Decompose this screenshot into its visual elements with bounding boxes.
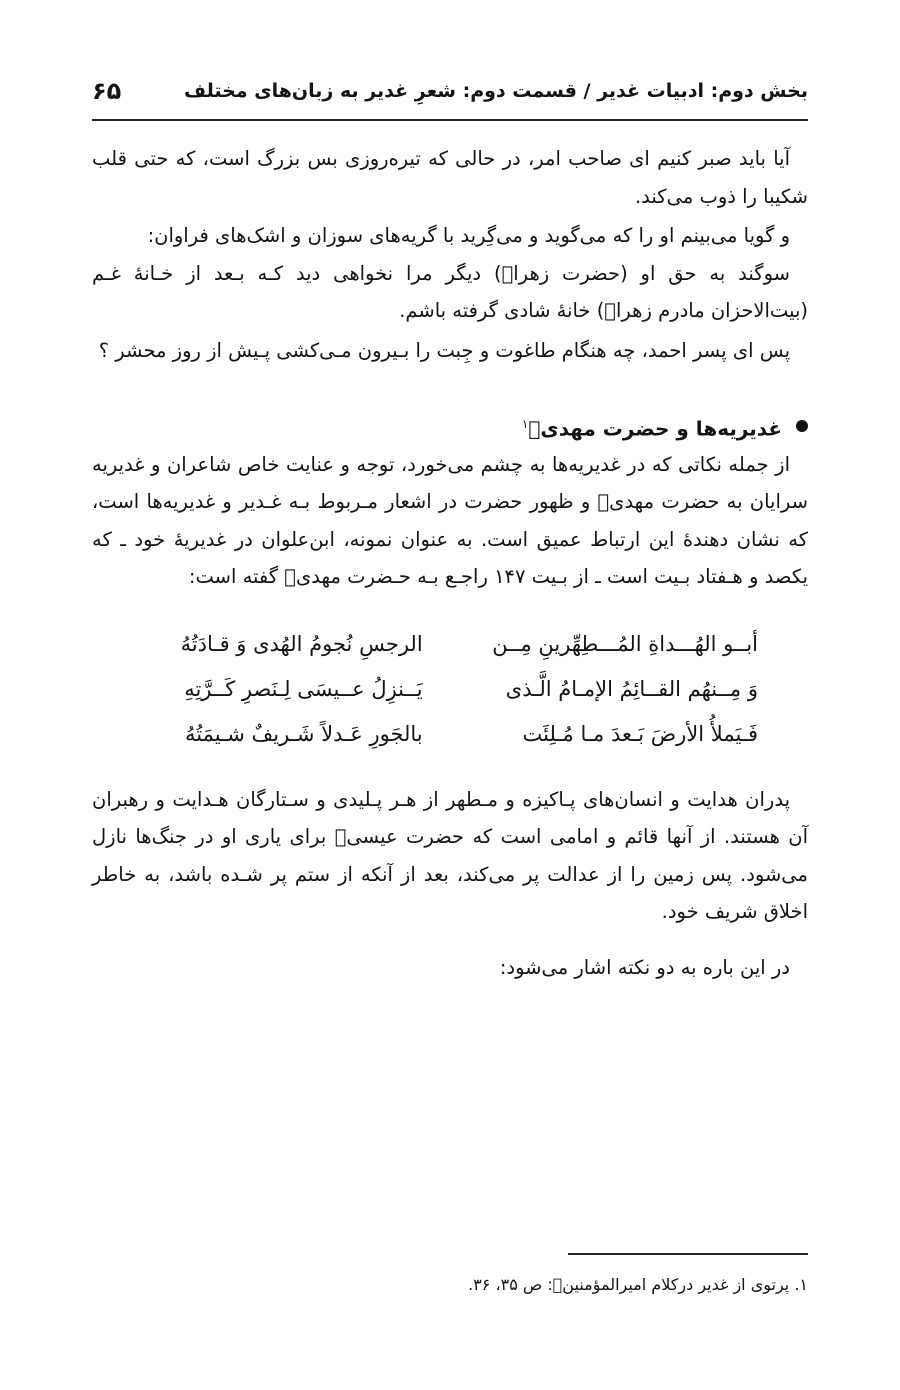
poem-hemistich-right: أبــو الهُـــداةِ المُـــطِهِّرینِ مِــن — [492, 631, 758, 656]
footnote-marker: ۱ — [521, 417, 529, 431]
footnote: ۱. پرتوی از غدیر درکلام امیرالمؤمنینؐ: ص ۳۵، ۳۶. — [468, 1275, 808, 1294]
poem — [92, 622, 808, 757]
poem-hemistich-left: بالجَورِ عَـدلاً شَـریفٌ شـیمَتُهُ — [185, 721, 423, 746]
poem-hemistich-left: الرجسِ نُجومُ الهُدی وَ قـادَتُهُ — [180, 631, 423, 656]
section-heading-text: غدیریه‌ها و حضرت مهدیؐ — [528, 416, 782, 441]
paragraph: در این باره به دو نکته اشار می‌شود: — [499, 955, 790, 979]
header-rule — [92, 119, 808, 121]
page-body — [92, 140, 808, 986]
bullet-icon — [796, 420, 808, 432]
poem-verse — [137, 667, 758, 712]
footnote-rule — [568, 1253, 808, 1255]
running-title: بخش دوم: ادبیات غدیر / قسمت دوم: شعرِ غدیر به زبان‌های مختلف — [183, 80, 808, 102]
paragraph: پدران هدایت و انسان‌های پـاکیزه و مـطهر از هـر پـلیدی و سـتارگان هـدایت و رهبران آن هستند. از آنها قائم و امامی است که حضرت عیسیؐ برای یاری او در جنگ‌ها نازل می‌شود. پس زمین را از عدالت پر می‌کند، بعد از آنکه از ستم پر شـده باشد، به خاطر اخلاق شریف خود. — [92, 787, 808, 924]
paragraph: و گویا می‌بینم او را که می‌گوید و می‌گِرید با گریه‌های سوزان و اشک‌های فراوان: — [147, 224, 790, 247]
section-intro: از جمله نکاتی که در غدیریه‌ها به چشم می‌خورد، توجه و عنایت خاص شاعران و غدیریه سرایان به حضرت مهدیؐ و ظهور حضرت در اشعار مـربوط بـه غـدیر و غدیریه‌ها است، که نشان دهندهٔ این ارتباط عمیق است. به عنوان نمونه، ابن‌علوان در غدیریهٔ خود ـ که یکصد و هـفتاد بـیت است ـ از بـیت ۱۴۷ راجـع بـه حـضرت مهدیؐ گفته است: — [92, 452, 808, 589]
page-number: ۶۵ — [92, 77, 122, 105]
paragraph: پس ای پسر احمد، چه هنگام طاغوت و جِبت را بـیرون مـی‌کشی پـیش از روز محشر ؟ — [98, 338, 790, 362]
poem-hemistich-left: یَــنزِلُ عــیسَی لِـنَصرِ کَــرَّتِهِ — [184, 676, 423, 701]
paragraph: سوگند به حق او (حضرت زهراؐ) دیگر مرا نخواهی دید کـه بـعد از خـانهٔ غـم (بیت‌الاحزان مادرم زهراؐ) خانهٔ شادی گرفته باشم. — [92, 261, 808, 322]
paragraph: آیا باید صبر کنیم ای صاحب امر، در حالی که تیره‌روزی بس بزرگ است، که حتی قلب شکیبا را ذوب می‌کند. — [92, 147, 808, 208]
section-heading — [92, 407, 808, 446]
page-header — [92, 68, 808, 114]
poem-verse — [137, 622, 758, 667]
poem-hemistich-right: فَـیَملأُ الأرضَ بَـعدَ مـا مُـلِئَت — [522, 721, 758, 746]
poem-hemistich-right: وَ مِــنهُم القــائِمُ الإمـامُ الَّـذی — [505, 676, 758, 701]
poem-verse — [137, 712, 758, 757]
